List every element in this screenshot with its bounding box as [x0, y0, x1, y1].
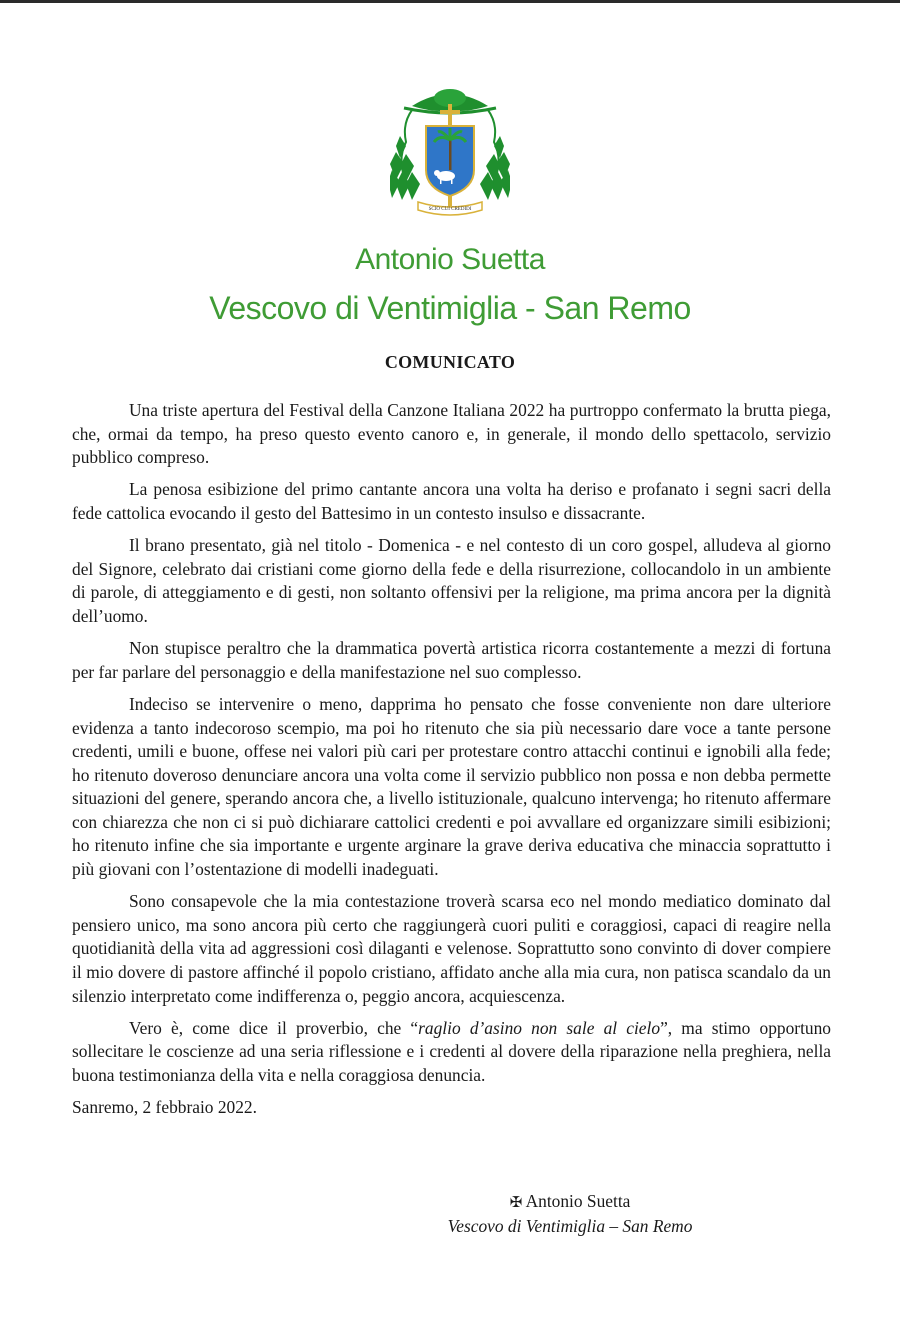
paragraph-3: Il brano presentato, già nel titolo - Domenica - e nel contesto di un coro gospel, alludeva al giorno del Signore, celebrato dai cristiani come giorno della fede e della risurrezione, collocandolo in un ambiente di parole, di atteggiamento e di gesti, non soltanto offensivi per la religione, ma prima ancora per la dignità dell’uomo. [72, 535, 831, 626]
paragraph-4: Non stupisce peraltro che la drammatica povertà artistica ricorra costantemente a mezzi di fortuna per far parlare del personaggio e della manifestazione nel suo complesso. [72, 638, 831, 682]
paragraph-7-start: Vero è, come dice il proverbio, che “ [129, 1017, 419, 1038]
document-heading: COMUNICATO [384, 352, 516, 372]
paragraph-5: Indeciso se intervenire o meno, dapprima ho pensato che fosse conveniente non dare ulteriore evidenza a tanto indecoroso scempio, ma poi ho ritenuto che sia più necessario dare voce a tante persone credenti, umili e buone, offese nei valori più cari per protestare contro attacchi continui e ignobili alla fede; ho ritenuto doveroso denunciare ancora una volta come il servizio pubblico non possa e non debba permette situazioni del genere, sperando ancora che, a livello istituzionale, qualcuno intervenga; ho ritenuto affermare con chiarezza che non ci si può dichiarare cattolici credenti e poi avvallare ed organizzare simili esibizioni; ho ritenuto infine che sia importante e urgente arginare la grave deriva educativa che minaccia soprattutto i più giovani con l’ostentazione di modelli inadeguati. [72, 693, 831, 880]
top-border [0, 0, 900, 3]
document-body [72, 399, 831, 1128]
crest-motto: SCIO CUI CREDIDI [428, 207, 472, 212]
header-bishop-title: Vescovo di Ventimiglia - San Remo [209, 290, 691, 326]
paragraph-7 [72, 1017, 831, 1088]
document-date: Sanremo, 2 febbraio 2022. [72, 1097, 257, 1118]
header-bishop-name: Antonio Suetta [355, 243, 545, 276]
signature-role: Vescovo di Ventimiglia – San Remo [447, 1216, 693, 1236]
paragraph-6: Sono consapevole che la mia contestazione troverà scarsa eco nel mondo mediatico dominato dal pensiero unico, ma sono ancora più certo che raggiungerà cuori puliti e coraggiosi, capaci di reagire nella quotidianità della vita ad aggressioni così dilaganti e velenose. Soprattutto sono convinto di dover compiere il mio dovere di pastore affinché il popolo cristiano, affidato anche alla mia cura, non patisca scandalo da un silenzio interpretato come indifferenza o, peggio ancora, acquiescenza. [72, 891, 831, 1006]
episcopal-coat-of-arms-icon [390, 84, 510, 220]
signature-block [420, 1189, 720, 1238]
signature-line [420, 1189, 720, 1214]
proverb-quote: raglio d’asino non sale al cielo [418, 1017, 661, 1038]
signature-name: Antonio Suetta [525, 1191, 631, 1211]
paragraph-1: Una triste apertura del Festival della Canzone Italiana 2022 ha purtroppo confermato la brutta piega, che, ormai da tempo, ha preso questo evento canoro e, in generale, il mondo dello spettacolo, servizio pubblico compreso. [72, 400, 831, 468]
episcopal-cross-icon: ✠ [509, 1193, 523, 1211]
paragraph-2: La penosa esibizione del primo cantante ancora una volta ha deriso e profanato i segni sacri della fede cattolica evocando il gesto del Battesimo in un contesto insulso e dissacrante. [72, 479, 831, 523]
paragraph-7-end: ”, ma stimo opportuno sollecitare le coscienze ad una seria riflessione e i credenti al dovere della riparazione nella preghiera, nella buona testimonianza della vita e nella coraggiosa denuncia. [72, 1017, 832, 1085]
